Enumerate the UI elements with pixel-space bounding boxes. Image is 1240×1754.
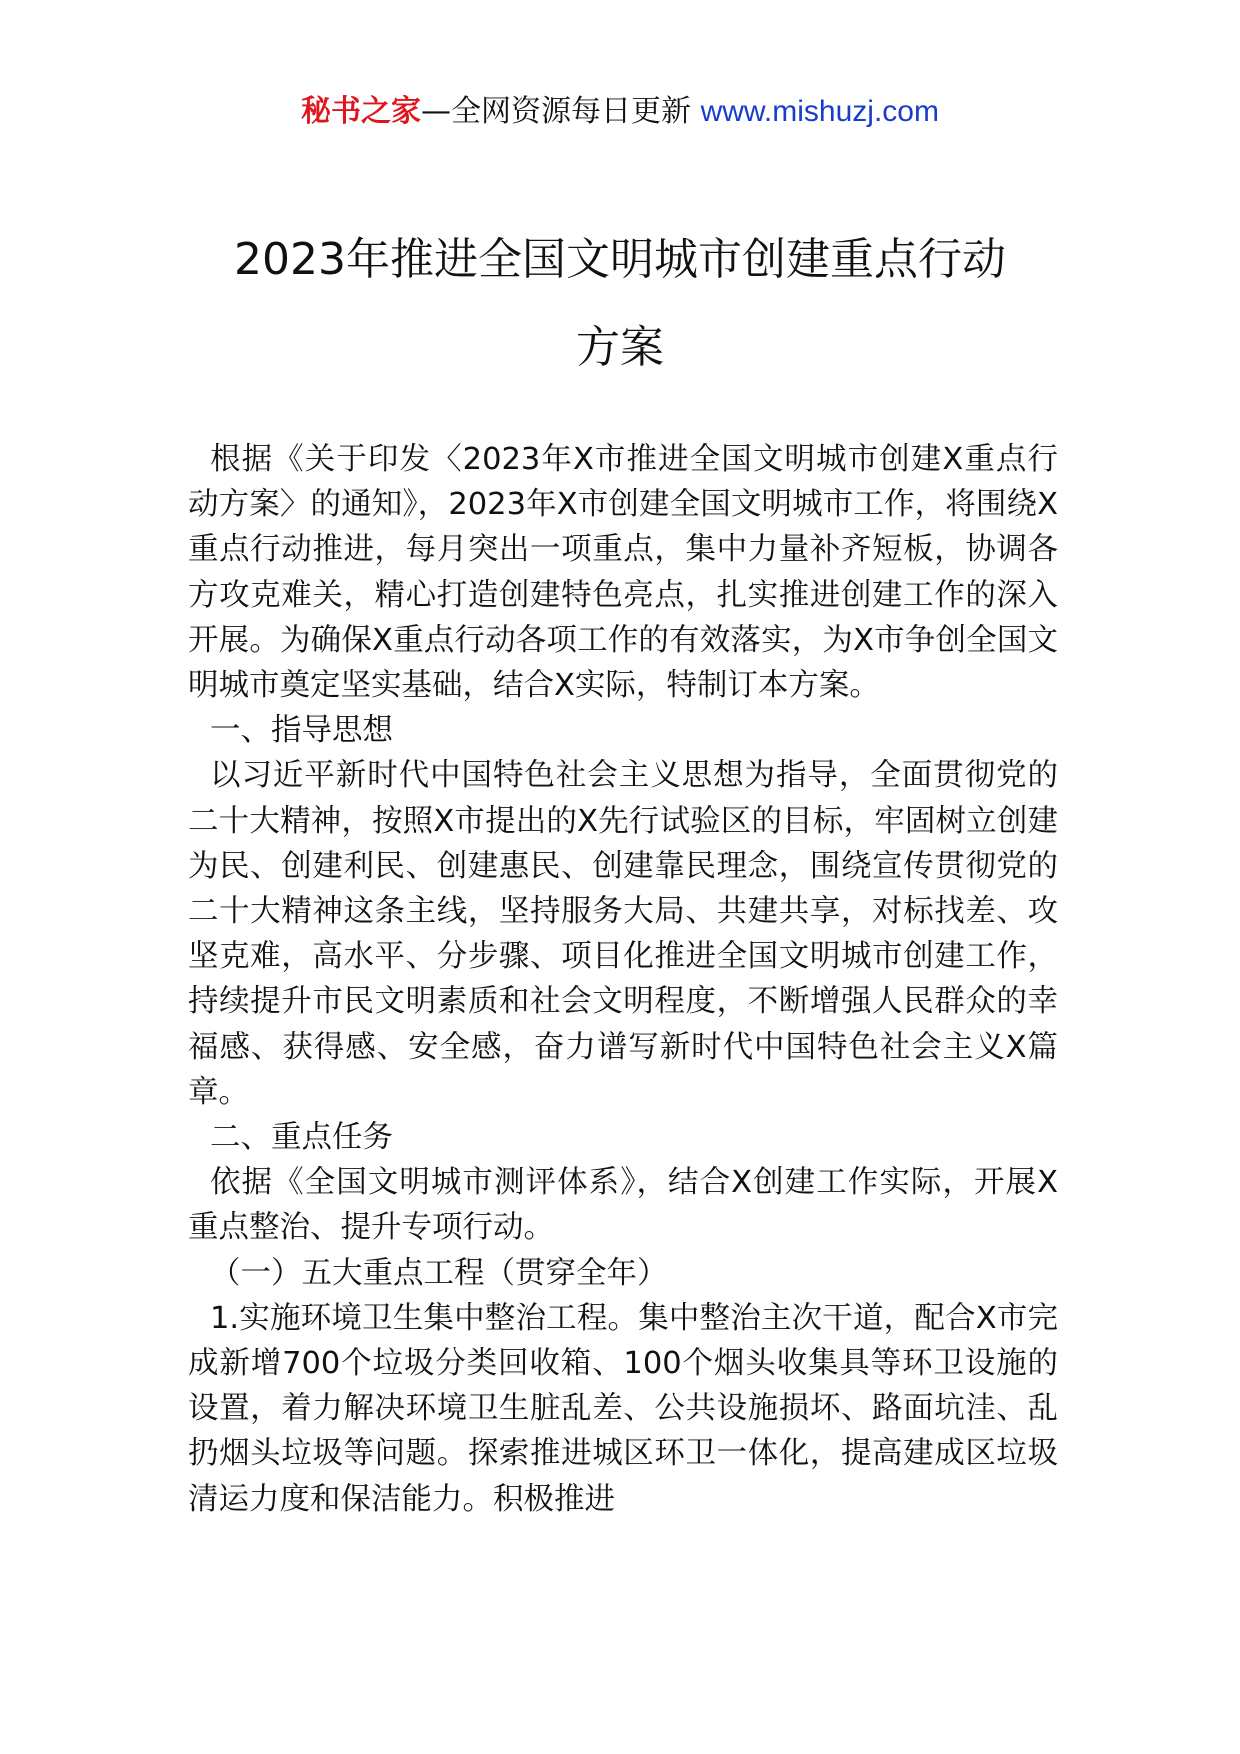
document-title-line-2: 方案 [576, 322, 664, 373]
site-header [0, 90, 1240, 134]
document-body [188, 437, 1058, 1522]
guiding-ideology-paragraph: 以习近平新时代中国特色社会主义思想为指导，全面贯彻党的二十大精神，按照X市提出的X先行试验区的目标，牢固树立创建为民、创建利民、创建惠民、创建靠民理念，围绕宣传贯彻党的二十大精神这条主线，坚持服务大局、共建共享，对标找差、攻坚克难，高水平、分步骤、项目化推进全国文明城市创建工作，持续提升市民文明素质和社会文明程度，不断增强人民群众的幸福感、获得感、安全感，奋力谱写新时代中国特色社会主义X篇章。 [188, 758, 1058, 1110]
section-heading-key-tasks: 二、重点任务 [210, 1120, 393, 1156]
section-heading-guiding-ideology: 一、指导思想 [210, 713, 393, 749]
site-brand: 秘书之家 [301, 94, 422, 129]
key-tasks-paragraph: 依据《全国文明城市测评体系》，结合X创建工作实际，开展X重点整治、提升专项行动。 [188, 1165, 1058, 1246]
site-url-link[interactable]: www.mishuzj.com [700, 95, 939, 128]
subsection-heading-five-projects: （一）五大重点工程（贯穿全年） [210, 1255, 668, 1291]
site-tagline: —全网资源每日更新 [421, 94, 692, 129]
intro-paragraph: 根据《关于印发〈2023年X市推进全国文明城市创建X重点行动方案〉的通知》，2023年X市创建全国文明城市工作，将围绕X重点行动推进，每月突出一项重点，集中力量补齐短板，协调各方攻克难关，精心打造创建特色亮点，扎实推进创建工作的深入开展。为确保X重点行动各项工作的有效落实，为X市争创全国文明城市奠定坚实基础，结合X实际，特制订本方案。 [188, 442, 1058, 704]
document-title-line-1: 2023年推进全国文明城市创建重点行动 [234, 234, 1006, 285]
environment-project-paragraph: 1.实施环境卫生集中整治工程。集中整治主次干道，配合X市完成新增700个垃圾分类回收箱、100个烟头收集具等环卫设施的设置，着力解决环境卫生脏乱差、公共设施损坏、路面坑洼、乱扔烟头垃圾等问题。探索推进城区环卫一体化，提高建成区垃圾清运力度和保洁能力。积极推进 [188, 1300, 1058, 1517]
